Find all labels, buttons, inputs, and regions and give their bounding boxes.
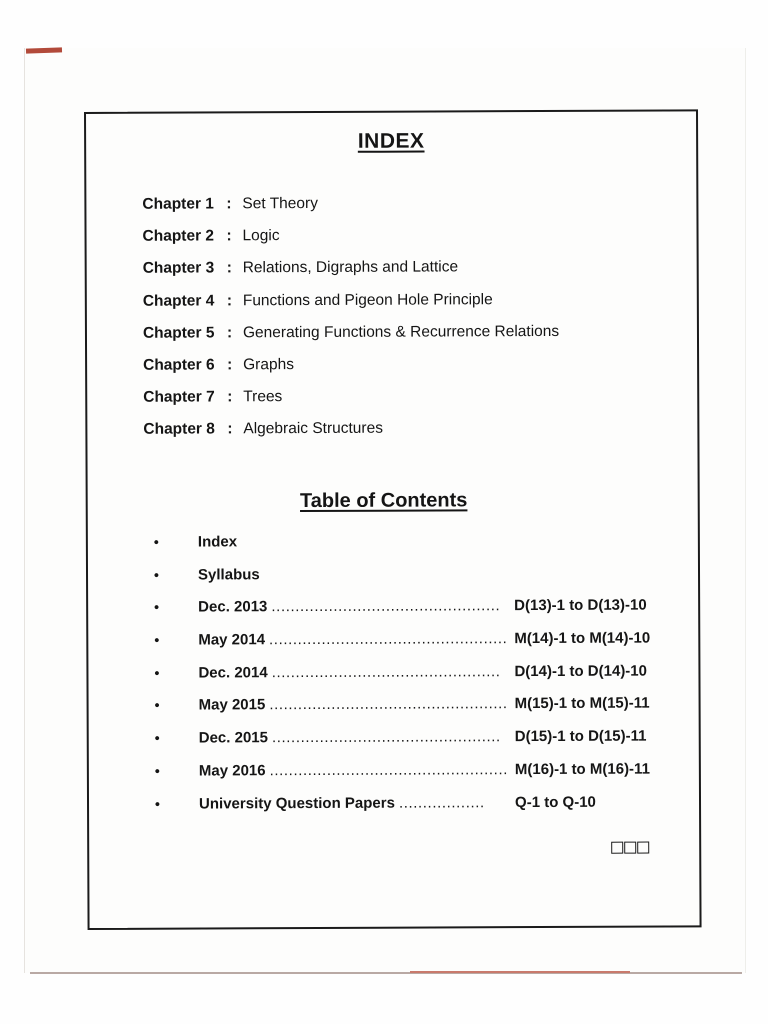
chapter-colon: :: [226, 227, 232, 245]
toc-item-label: May 2014: [198, 631, 266, 649]
bullet-icon: •: [153, 566, 159, 583]
toc-leader-dots: ..................................................: [269, 695, 508, 714]
toc-item-pages: D(15)-1 to D(15)-11: [514, 727, 647, 746]
chapter-list: [142, 193, 663, 453]
chapter-number: Chapter 6: [143, 356, 215, 374]
toc-item-label: University Question Papers: [198, 794, 395, 813]
chapter-colon: :: [226, 195, 232, 213]
chapter-colon: :: [227, 356, 233, 374]
chapter-title: Logic: [242, 227, 280, 245]
toc-leader-dots: ................................................: [271, 597, 501, 616]
box-icon: [611, 842, 623, 854]
chapter-number: Chapter 3: [142, 259, 215, 278]
paper-bottom-edge: [30, 972, 742, 974]
chapter-title: Generating Functions & Recurrence Relations: [242, 322, 560, 342]
toc-leader-dots: ..................: [398, 793, 485, 812]
toc-item-label: May 2016: [198, 762, 266, 780]
toc-item: [155, 728, 675, 763]
chapter-title: Graphs: [243, 356, 294, 374]
toc-heading: Table of Contents: [299, 489, 468, 513]
chapter-number: Chapter 8: [143, 420, 215, 439]
toc-item: [154, 531, 674, 566]
bullet-icon: •: [154, 631, 160, 648]
toc-item: [155, 695, 675, 730]
toc-item-label: Dec. 2015: [198, 729, 269, 747]
chapter-row: [142, 193, 662, 227]
chapter-colon: :: [226, 259, 232, 277]
chapter-row: [143, 290, 663, 324]
toc-item: [154, 597, 674, 632]
toc-item-label: Dec. 2013: [198, 598, 268, 616]
chapter-row: [143, 258, 663, 292]
chapter-colon: :: [226, 324, 233, 342]
chapter-title: Functions and Pigeon Hole Principle: [242, 290, 493, 309]
chapter-number: Chapter 4: [142, 291, 215, 310]
toc-item-pages: D(13)-1 to D(13)-10: [514, 596, 647, 615]
index-frame: [84, 109, 702, 930]
toc-leader-dots: ..................................................: [269, 760, 509, 780]
toc-item-label: Index: [197, 533, 238, 551]
chapter-number: Chapter 2: [142, 227, 215, 245]
chapter-colon: :: [227, 388, 233, 406]
toc-item-label: Syllabus: [197, 565, 260, 584]
bullet-icon: •: [154, 664, 160, 681]
chapter-number: Chapter 1: [142, 195, 214, 213]
three-boxes-end-icon: [611, 842, 649, 854]
chapter-title: Relations, Digraphs and Lattice: [242, 258, 459, 277]
toc-item-label: Dec. 2014: [198, 663, 268, 682]
bullet-icon: •: [154, 599, 160, 616]
bullet-icon: •: [154, 729, 160, 746]
toc-leader-dots: ..................................................: [268, 630, 508, 649]
chapter-row: [143, 354, 663, 388]
toc-item-pages: M(15)-1 to M(15)-11: [514, 694, 650, 713]
toc-item: [155, 760, 675, 795]
chapter-row: [143, 226, 663, 260]
chapter-title: Set Theory: [242, 194, 318, 213]
box-icon: [624, 842, 636, 854]
paper-bottom-edge-tint: [410, 971, 630, 973]
box-icon: [637, 842, 649, 854]
chapter-number: Chapter 5: [142, 324, 215, 342]
chapter-title: Trees: [243, 388, 283, 406]
chapter-row: [143, 322, 663, 356]
toc-item-pages: D(14)-1 to D(14)-10: [514, 662, 648, 680]
bullet-icon: •: [153, 533, 159, 550]
toc-leader-dots: ................................................: [271, 728, 501, 747]
toc-item-pages: M(16)-1 to M(16)-11: [514, 760, 650, 778]
toc-item-label: May 2015: [198, 696, 266, 714]
toc-item: [155, 793, 675, 828]
chapter-row: [143, 387, 663, 421]
chapter-colon: :: [227, 420, 233, 438]
chapter-row: [143, 419, 663, 453]
chapter-number: Chapter 7: [143, 388, 215, 406]
chapter-title: Algebraic Structures: [243, 420, 383, 438]
toc-item: [154, 662, 674, 697]
chapter-colon: :: [226, 291, 233, 309]
toc-item-pages: Q-1 to Q-10: [514, 793, 596, 811]
toc-item: [154, 564, 674, 599]
bullet-icon: •: [154, 697, 160, 714]
toc-item: [154, 629, 674, 664]
toc-item-pages: M(14)-1 to M(14)-10: [514, 629, 651, 648]
index-heading: INDEX: [357, 129, 425, 153]
bullet-icon: •: [154, 762, 160, 779]
toc-list: [154, 531, 675, 827]
bullet-icon: •: [154, 795, 160, 812]
toc-leader-dots: ................................................: [271, 662, 501, 681]
